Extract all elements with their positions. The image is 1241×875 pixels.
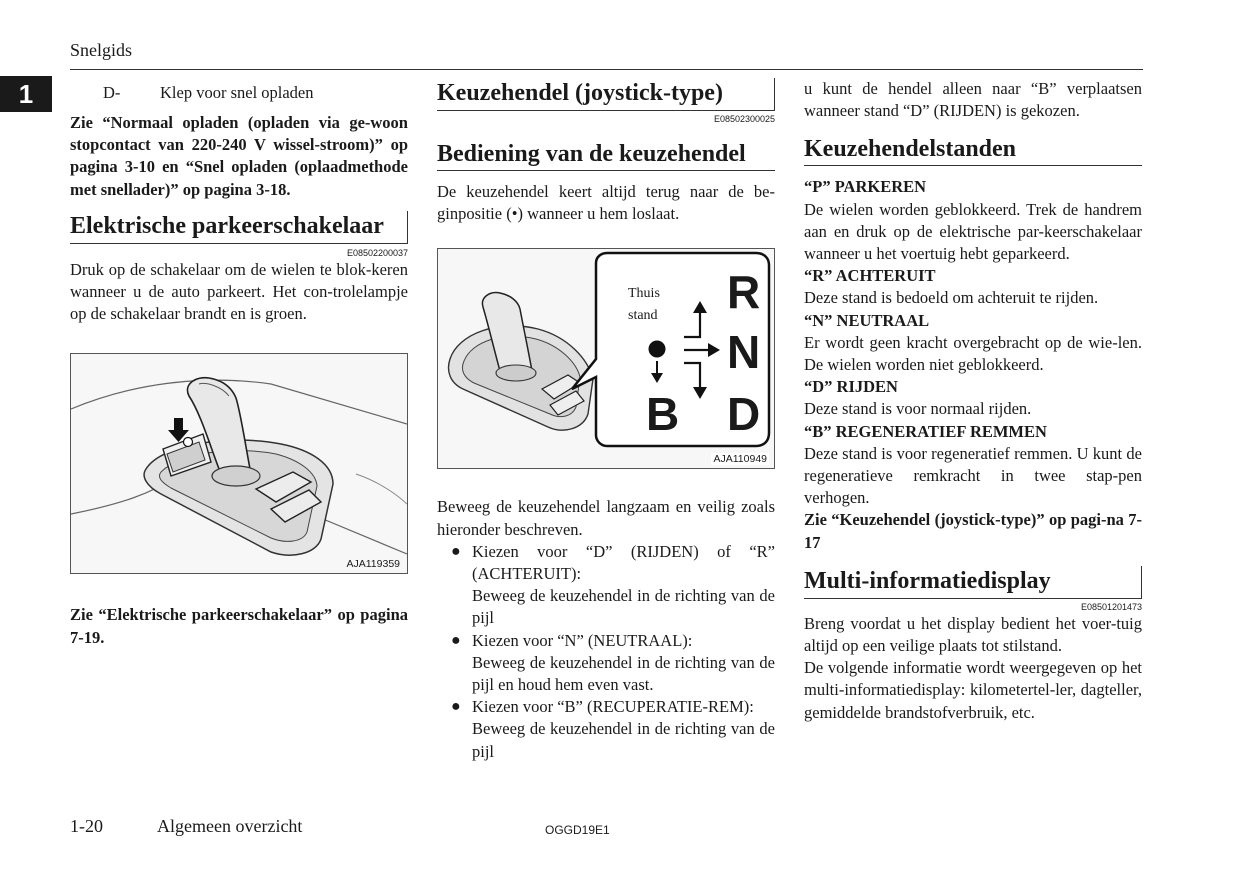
position-title: “D” RIJDEN	[804, 377, 898, 397]
header-divider	[70, 69, 1143, 70]
cross-reference: Zie “Normaal opladen (opladen via ge-woon stopcontact van 220-240 V wissel-stroom)” op pagina 3-10 en “Snel opladen (oplaadmethode met snellader)” op pagina 3-18.	[70, 113, 408, 199]
gear-letter-d: D	[727, 388, 761, 441]
section-body: Druk op de schakelaar om de wielen te blok-keren wanneer u de auto parkeert. Het con-trolelampje op de schakelaar brandt en is groen.	[70, 259, 408, 324]
section-heading: Keuzehendelstanden	[804, 134, 1142, 166]
home-position-label: Thuis	[628, 286, 660, 302]
column-2	[437, 78, 775, 763]
intro-text: De keuzehendel keert altijd terug naar de be-ginpositie (•) wanneer u hem loslaat.	[437, 182, 775, 224]
section-code: E08502300025	[713, 114, 775, 124]
bullet-title: Kiezen voor “N” (NEUTRAAL):	[472, 630, 693, 650]
position-title: “B” REGENERATIEF REMMEN	[804, 421, 1047, 441]
page-number: 1-20	[70, 816, 103, 836]
bullet-title: Kiezen voor “B” (RECUPERATIE-REM):	[472, 697, 754, 717]
figure-id: AJA119359	[346, 558, 400, 571]
arrow-up-r	[684, 311, 700, 337]
section-name: Algemeen overzicht	[157, 816, 303, 836]
list-item-label: D-	[103, 83, 121, 102]
section-body: De volgende informatie wordt weergegeven op het multi-informatiedisplay: kilometertel-ler, dagteller, gemiddelde brandstofverbruik, etc.	[804, 658, 1142, 722]
section-code: E08502200037	[346, 247, 408, 258]
subsection-heading: Bediening van de keuzehendel	[437, 139, 775, 171]
bullet-item: ● Kiezen voor “B” (RECUPERATIE-REM):	[437, 696, 775, 718]
bullet-item: ● Kiezen voor “D” (RIJDEN) of “R” (ACHTERUIT):	[437, 541, 775, 585]
position-title: “N” NEUTRAAL	[804, 310, 930, 330]
position-title: “P” PARKEREN	[804, 177, 927, 197]
gear-letter-n: N	[727, 326, 761, 379]
bullet-item: ● Kiezen voor “N” (NEUTRAAL):	[437, 630, 775, 652]
figure-id: AJA110949	[713, 453, 767, 466]
chapter-tab: 1	[0, 76, 52, 112]
position-text: Deze stand is voor regeneratief remmen. U kunt de regeneratieve remkracht in twee stap-pen verhogen.	[804, 443, 1142, 508]
position-text: Er wordt geen kracht overgebracht op de wie-len. De wielen worden niet geblokkeerd.	[804, 332, 1142, 375]
home-position-dot	[649, 341, 666, 358]
continued-text: u kunt de hendel alleen naar “B” verplaatsen wanneer stand “D” (RIJDEN) is gekozen.	[804, 79, 1142, 121]
bullet-text: Beweeg de keuzehendel in de richting van de pijl en houd hem even vast.	[472, 652, 775, 695]
section-heading: Elektrische parkeerschakelaar	[70, 211, 408, 244]
section-body: Breng voordat u het display bedient het voer-tuig altijd op een veilige plaats tot stilstand.	[804, 613, 1142, 656]
bullet-text: Beweeg de keuzehendel in de richting van de pijl	[472, 719, 775, 761]
shift-pattern-arrows	[438, 249, 774, 468]
bullet-text: Beweeg de keuzehendel in de richting van de pijl	[472, 586, 775, 628]
section-heading: Multi-informatiedisplay	[804, 566, 1142, 599]
selector-figure	[437, 248, 775, 469]
column-3	[804, 78, 1142, 724]
section-code: E08501201473	[1080, 601, 1142, 612]
list-item	[70, 82, 408, 104]
position-text: De wielen worden geblokkeerd. Trek de handrem aan en druk op de elektrische par-keerschakelaar wanneer u het voertuig hebt geparkeerd.	[804, 199, 1142, 264]
gear-letter-b: B	[646, 388, 680, 441]
position-title: “R” ACHTERUIT	[804, 266, 936, 286]
cross-reference: Zie “Elektrische parkeerschakelaar” op pagina 7-19.	[70, 605, 408, 647]
arrow-down-d	[684, 363, 700, 389]
running-header: Snelgids	[70, 40, 133, 60]
instruction-text: Beweeg de keuzehendel langzaam en veilig zoals hieronder beschreven.	[437, 497, 775, 539]
home-position-label: stand	[628, 308, 658, 324]
position-text: Deze stand is bedoeld om achteruit te rijden.	[804, 288, 1099, 308]
gear-letter-r: R	[727, 266, 761, 319]
parking-switch-figure	[70, 353, 408, 574]
bullet-title: Kiezen voor “D” (RIJDEN) of “R” (ACHTERUIT):	[472, 541, 775, 584]
document-code: OGGD19E1	[545, 823, 610, 837]
parking-switch-illustration	[71, 354, 407, 573]
column-1	[70, 78, 408, 649]
cross-reference: Zie “Keuzehendel (joystick-type)” op pagi-na 7-17	[804, 510, 1142, 552]
list-item-text: Klep voor snel opladen	[160, 83, 314, 102]
position-text: Deze stand is voor normaal rijden.	[804, 399, 1032, 419]
section-heading: Keuzehendel (joystick-type)	[437, 78, 775, 111]
